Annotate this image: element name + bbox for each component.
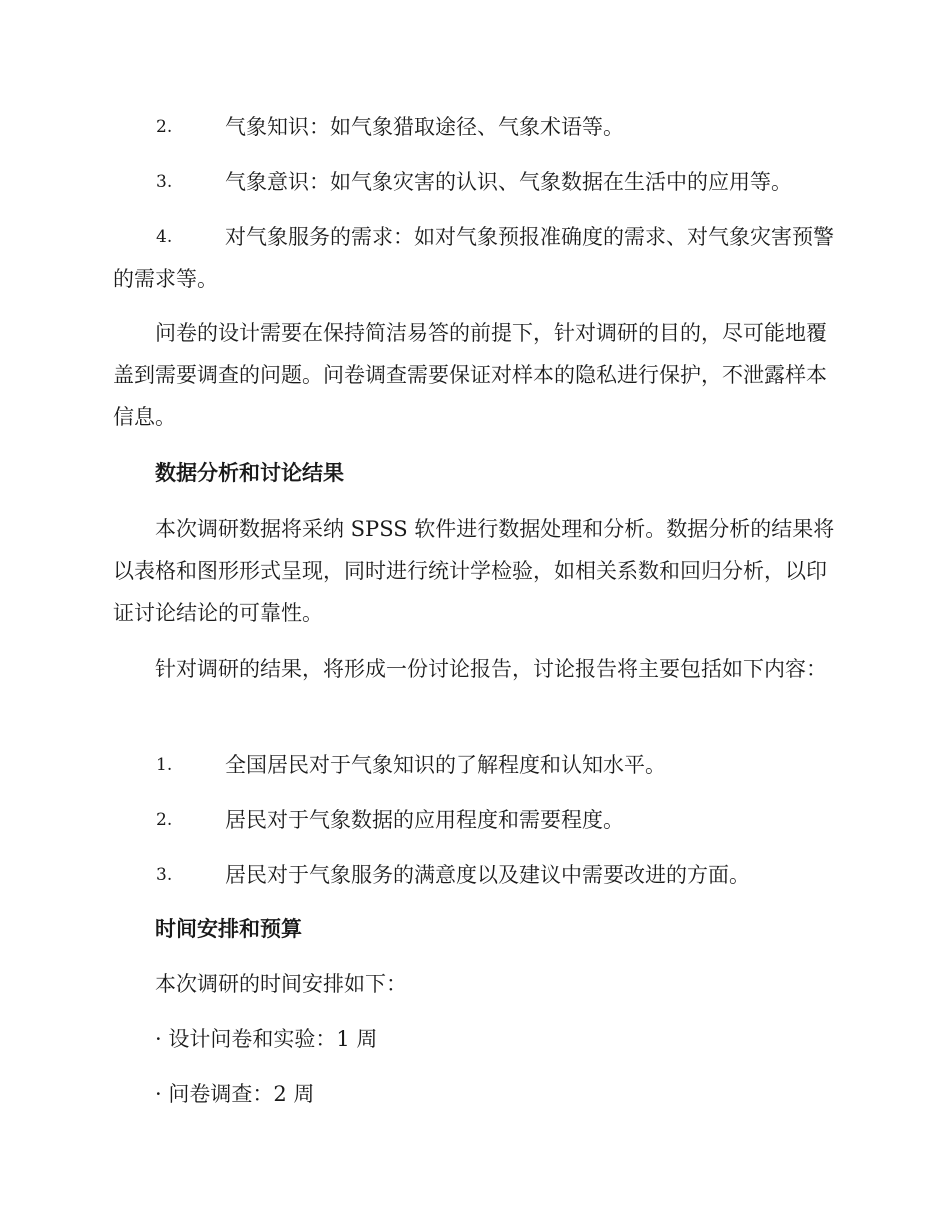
schedule-item: · 问卷调查：2 周 — [155, 1082, 315, 1106]
list-number: 1. — [156, 755, 173, 775]
section-heading-analysis: 数据分析和讨论结果 — [155, 460, 344, 485]
analysis-paragraph: 本次调研数据将采纳 SPSS 软件进行数据处理和分析。数据分析的结果将以表格和图形形式呈现，同时进行统计学检验，如相关系数和回归分析，以印证讨论结论的可靠性。 — [113, 517, 835, 625]
list-item — [113, 161, 841, 203]
list-number: 2. — [156, 117, 173, 137]
list-text: 气象知识：如气象猎取途径、气象术语等。 — [225, 115, 624, 139]
schedule-intro: 本次调研的时间安排如下： — [155, 972, 407, 996]
section-heading-schedule: 时间安排和预算 — [155, 916, 302, 941]
list-text: 全国居民对于气象知识的了解程度和认知水平。 — [225, 753, 666, 777]
list-text: 对气象服务的需求：如对气象预报准确度的需求、对气象灾害预警的需求等。 — [113, 225, 834, 291]
list-text: 气象意识：如气象灾害的认识、气象数据在生活中的应用等。 — [225, 170, 792, 194]
list-item — [113, 216, 841, 300]
list-number: 3. — [156, 172, 173, 192]
list-item — [113, 106, 841, 148]
list-number: 3. — [156, 865, 173, 885]
questionnaire-paragraph: 问卷的设计需要在保持简洁易答的前提下，针对调研的目的，尽可能地覆盖到需要调查的问题。问卷调查需要保证对样本的隐私进行保护，不泄露样本信息。 — [113, 321, 827, 429]
list-item — [113, 854, 841, 896]
report-paragraph: 针对调研的结果，将形成一份讨论报告，讨论报告将主要包括如下内容： — [155, 657, 827, 681]
schedule-item: · 设计问卷和实验：1 周 — [155, 1027, 378, 1051]
list-text: 居民对于气象服务的满意度以及建议中需要改进的方面。 — [225, 863, 750, 887]
list-item — [113, 744, 841, 786]
list-item — [113, 799, 841, 841]
list-text: 居民对于气象数据的应用程度和需要程度。 — [225, 808, 624, 832]
list-number: 2. — [156, 810, 173, 830]
list-number: 4. — [156, 227, 173, 247]
